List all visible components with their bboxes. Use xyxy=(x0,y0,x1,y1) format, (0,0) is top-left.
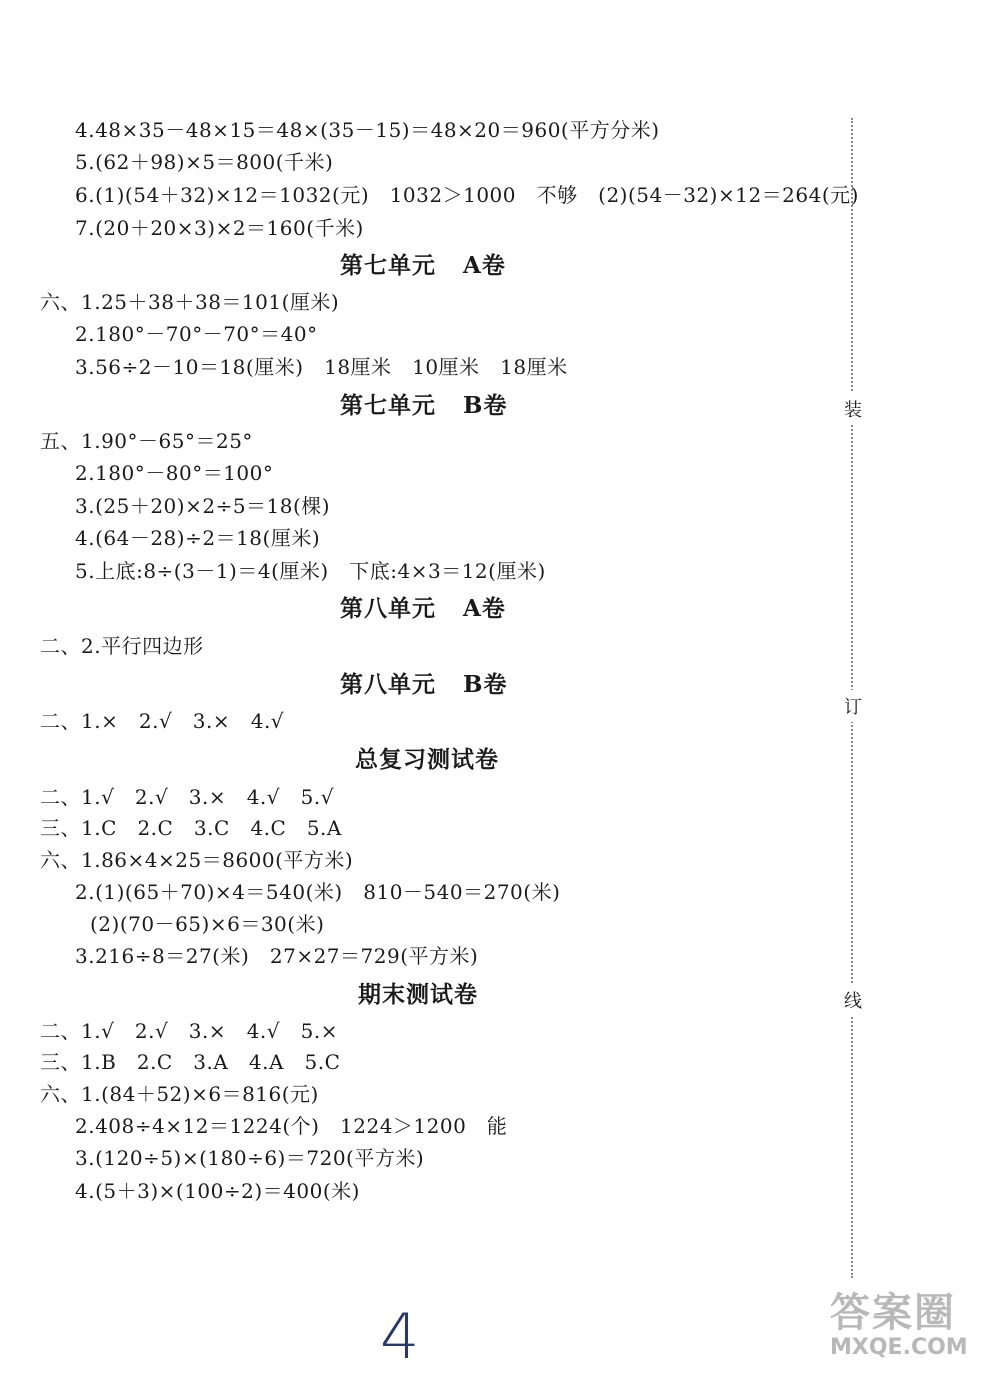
answer-line: 2.180°－80°＝100° xyxy=(75,461,274,485)
section-title: 第七单元 B卷 xyxy=(340,392,508,419)
answer-line: 三、1.B 2.C 3.A 4.A 5.C xyxy=(40,1050,341,1074)
answer-line: 4.(64－28)÷2＝18(厘米) xyxy=(75,526,321,550)
answer-line: 六、1.25＋38＋38＝101(厘米) xyxy=(40,290,340,314)
answer-line: 5.上底:8÷(3－1)＝4(厘米) 下底:4×3＝12(厘米) xyxy=(75,559,546,583)
answer-line: 二、1.× 2.√ 3.× 4.√ xyxy=(40,709,285,733)
handwritten-page-number: 4 xyxy=(380,1300,420,1373)
answer-line: 6.(1)(54＋32)×12＝1032(元) 1032＞1000 不够 (2)(54－32)×12＝264(元) xyxy=(75,183,859,207)
answer-line: 三、1.C 2.C 3.C 4.C 5.A xyxy=(40,816,342,840)
answer-line: 六、1.(84＋52)×6＝816(元) xyxy=(40,1082,319,1106)
binding-char-xian: 线 xyxy=(844,984,862,1016)
answer-line: 3.56÷2－10＝18(厘米) 18厘米 10厘米 18厘米 xyxy=(75,355,568,379)
watermark-top: 答案圈 xyxy=(830,1290,956,1336)
section-title: 第八单元 B卷 xyxy=(340,671,508,698)
answer-line: 二、2.平行四边形 xyxy=(40,634,204,658)
answer-line: 六、1.86×4×25＝8600(平方米) xyxy=(40,848,354,872)
answer-line: 4.48×35－48×15＝48×(35－15)＝48×20＝960(平方分米) xyxy=(75,118,660,142)
answer-line: 二、1.√ 2.√ 3.× 4.√ 5.× xyxy=(40,1019,338,1043)
watermark-bottom: MXQE.COM xyxy=(830,1335,968,1360)
section-title: 期末测试卷 xyxy=(358,981,478,1008)
answer-line: 2.408÷4×12＝1224(个) 1224＞1200 能 xyxy=(75,1114,508,1138)
answer-line: 3.216÷8＝27(米) 27×27＝729(平方米) xyxy=(75,944,479,968)
watermark-logo xyxy=(830,1290,990,1364)
answer-line: 2.(1)(65＋70)×4＝540(米) 810－540＝270(米) xyxy=(75,880,561,904)
answer-line: 5.(62＋98)×5＝800(千米) xyxy=(75,150,334,174)
answer-line: 3.(120÷5)×(180÷6)＝720(平方米) xyxy=(75,1146,425,1170)
answer-line: 2.180°－70°－70°＝40° xyxy=(75,322,318,346)
answer-line: 3.(25＋20)×2÷5＝18(棵) xyxy=(75,494,331,518)
binding-char-ding: 订 xyxy=(844,690,862,722)
binding-char-zhuang: 装 xyxy=(844,393,862,425)
answer-line: (2)(70－65)×6＝30(米) xyxy=(90,912,325,936)
section-title: 第八单元 A卷 xyxy=(340,595,506,622)
answer-line: 7.(20＋20×3)×2＝160(千米) xyxy=(75,216,364,240)
answer-line: 4.(5＋3)×(100÷2)＝400(米) xyxy=(75,1179,360,1203)
answer-line: 五、1.90°－65°＝25° xyxy=(40,429,253,453)
section-title: 第七单元 A卷 xyxy=(340,252,506,279)
answer-line: 二、1.√ 2.√ 3.× 4.√ 5.√ xyxy=(40,785,334,809)
section-title: 总复习测试卷 xyxy=(355,746,499,773)
